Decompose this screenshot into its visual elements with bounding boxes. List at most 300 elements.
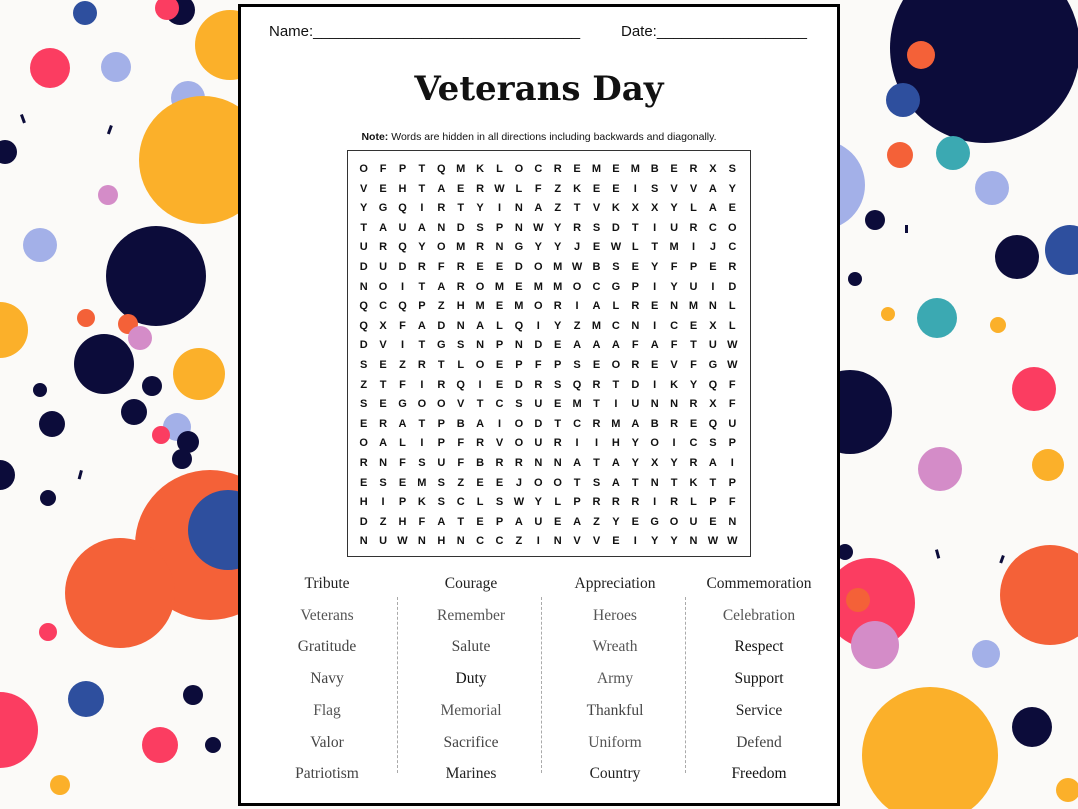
grid-letter: E [398,476,407,489]
grid-letter: M [591,163,602,175]
grid-letter: L [554,496,562,509]
grid-letter: E [592,182,601,195]
grid-letter: P [573,496,581,509]
word-list-item: Flag [313,701,341,719]
grid-letter: A [592,339,601,352]
grid-letter: F [399,378,406,391]
grid-letter: M [456,241,466,254]
grid-letter: L [399,437,406,450]
grid-row [348,395,752,415]
confetti-dot [65,538,175,648]
grid-letter: H [359,496,368,509]
grid-letter: Q [708,417,718,430]
grid-letter: D [359,261,368,273]
grid-letter: F [418,515,426,528]
confetti-dot [918,447,962,491]
grid-letter: X [709,319,717,332]
grid-letter: S [651,182,659,195]
grid-letter: M [417,476,427,489]
grid-letter: P [495,221,504,234]
grid-letter: W [533,221,544,234]
confetti-dot [917,298,957,338]
grid-letter: F [457,437,465,450]
grid-letter: O [534,300,543,313]
grid-letter: O [359,437,368,450]
confetti-dot [172,449,192,469]
grid-letter: Y [534,496,542,509]
word-list-item: Thankful [586,701,644,719]
grid-letter: L [496,163,503,175]
grid-letter: U [534,398,543,411]
instructions-note [241,131,837,143]
grid-letter: D [514,261,523,273]
confetti-dot [1045,225,1078,275]
grid-letter: J [515,476,522,489]
grid-letter: N [359,280,368,293]
word-list-item: Veterans [300,606,354,624]
grid-letter: E [592,359,601,371]
grid-letter: U [379,535,388,548]
grid-letter: F [670,261,678,273]
grid-letter: N [708,300,717,313]
grid-letter: V [457,398,465,411]
grid-letter: R [553,300,562,313]
grid-letter: T [709,476,717,489]
grid-letter: D [514,378,523,391]
confetti-dot [0,140,17,164]
grid-letter: R [359,457,368,469]
grid-row [348,474,752,494]
date-field-label: Date:__________________ [621,23,808,40]
confetti-streak [78,470,83,479]
grid-letter: A [708,182,717,195]
grid-letter: N [359,535,368,548]
grid-letter: E [476,261,484,273]
confetti-streak [999,555,1005,564]
grid-letter: A [611,457,620,469]
grid-letter: E [631,515,639,528]
confetti-dot [98,185,118,205]
grid-letter: M [688,300,699,313]
grid-letter: G [514,241,524,254]
grid-letter: E [554,515,562,528]
grid-letter: S [418,457,426,469]
word-list-item: Defend [736,733,782,751]
grid-letter: S [437,496,445,509]
grid-letter: X [631,202,639,215]
word-list-item: Wreath [592,638,638,656]
grid-letter: M [553,261,563,273]
confetti-dot [0,302,28,358]
grid-letter: F [670,339,678,352]
grid-letter: R [689,163,698,175]
grid-letter: I [575,300,579,313]
grid-letter: A [573,339,582,352]
grid-letter: I [614,398,618,411]
grid-letter: W [513,496,525,509]
grid-letter: E [689,319,698,332]
grid-letter: T [670,476,678,489]
grid-letter: Z [457,476,465,489]
word-list [241,575,837,795]
grid-letter: R [437,378,446,391]
grid-letter: Z [593,515,600,528]
grid-letter: C [495,398,504,411]
grid-letter: F [457,457,465,469]
confetti-dot [39,411,65,437]
grid-letter: N [670,398,679,411]
grid-letter: N [456,319,465,332]
grid-letter: P [689,261,698,273]
grid-letter: O [514,437,524,450]
confetti-streak [935,549,940,558]
grid-letter: I [691,241,696,254]
grid-letter: O [650,437,659,450]
confetti-dot [101,52,131,82]
grid-letter: Y [651,261,659,273]
confetti-dot [183,685,203,705]
grid-letter: E [457,182,465,195]
grid-letter: E [728,202,736,215]
grid-letter: I [497,417,502,430]
grid-letter: W [494,182,505,195]
grid-letter: R [514,457,523,469]
grid-letter: N [495,241,504,254]
word-list-item: Navy [310,670,344,688]
grid-letter: N [631,319,640,332]
grid-letter: I [400,280,405,293]
grid-letter: Y [534,241,542,254]
grid-letter: I [420,437,424,450]
grid-letter: R [670,496,679,509]
grid-letter: A [437,280,446,293]
grid-row [348,199,752,219]
grid-letter: N [553,457,562,469]
grid-letter: T [631,476,639,489]
grid-letter: E [631,261,639,273]
name-field-label: Name:________________________________ [269,23,581,40]
word-list-item: Duty [455,670,487,688]
grid-letter: A [708,202,717,215]
grid-letter: O [553,476,562,489]
confetti-dot [862,687,998,809]
grid-letter: R [456,261,465,273]
grid-letter: M [591,319,602,332]
grid-letter: D [359,339,368,352]
grid-letter: U [534,437,543,450]
grid-letter: I [672,437,676,450]
confetti-dot [39,623,57,641]
grid-letter: I [575,437,579,450]
grid-letter: Y [554,241,562,254]
grid-letter: A [514,515,523,528]
grid-letter: N [553,535,562,548]
grid-letter: R [728,261,737,273]
word-list-item: Service [735,701,783,719]
grid-letter: O [514,163,524,175]
grid-letter: O [475,359,485,371]
grid-letter: S [554,378,562,391]
grid-letter: N [417,535,426,548]
grid-letter: T [612,378,620,391]
grid-letter: A [437,182,446,195]
grid-letter: C [670,319,679,332]
grid-letter: S [612,261,620,273]
grid-letter: X [709,398,717,411]
grid-letter: I [653,280,657,293]
confetti-dot [0,460,15,490]
grid-letter: U [398,221,407,234]
grid-letter: S [360,398,368,411]
grid-letter: L [690,202,697,215]
grid-letter: C [708,221,717,234]
confetti-dot [887,142,913,168]
grid-letter: S [728,163,736,175]
confetti-dot [1056,778,1078,802]
grid-letter: Q [708,378,718,391]
grid-letter: E [612,182,620,195]
grid-letter: T [437,359,445,371]
grid-letter: R [670,417,679,430]
grid-letter: T [631,221,639,234]
grid-letter: Y [670,457,678,469]
grid-letter: T [418,417,426,430]
grid-letter: W [727,535,738,548]
confetti-dot [121,399,147,425]
grid-letter: R [631,300,640,313]
grid-letter: R [495,457,504,469]
grid-letter: K [670,378,679,391]
grid-letter: O [417,398,427,411]
grid-letter: Y [418,241,426,254]
grid-letter: O [437,241,446,254]
grid-letter: E [495,378,504,391]
grid-letter: A [437,515,446,528]
grid-letter: A [631,417,640,430]
confetti-dot [73,1,97,25]
grid-letter: V [495,437,504,450]
grid-letter: R [379,417,388,430]
word-search-grid [347,150,751,557]
grid-letter: S [573,359,581,371]
grid-letter: B [650,417,659,430]
grid-letter: D [611,221,620,234]
grid-letter: T [457,515,465,528]
grid-row [348,356,752,376]
grid-letter: M [494,280,505,293]
grid-letter: P [709,496,717,509]
word-list-item: Army [596,670,634,688]
grid-letter: R [631,496,640,509]
grid-letter: A [611,339,620,352]
grid-letter: T [379,378,387,391]
grid-letter: O [359,163,368,175]
grid-letter: M [456,163,466,175]
grid-letter: T [651,241,659,254]
grid-letter: I [497,202,502,215]
grid-letter: F [728,398,736,411]
word-list-item: Appreciation [574,575,656,592]
grid-letter: T [573,202,581,215]
grid-letter: E [379,398,387,411]
grid-letter: D [728,280,737,293]
grid-letter: W [571,261,583,273]
grid-letter: E [689,417,698,430]
grid-letter: R [476,437,485,450]
word-list-item: Freedom [731,765,787,783]
grid-letter: O [611,359,621,371]
grid-letter: T [457,202,465,215]
grid-letter: N [476,339,485,352]
grid-letter: A [417,221,426,234]
grid-letter: S [360,359,368,371]
grid-letter: F [534,182,542,195]
page-title: Veterans Day [414,69,664,109]
grid-letter: O [669,515,679,528]
grid-letter: H [398,515,407,528]
grid-letter: M [533,280,543,293]
grid-letter: R [476,182,485,195]
grid-letter: Y [689,378,698,391]
grid-letter: N [650,398,659,411]
grid-letter: L [457,359,465,371]
grid-letter: Z [554,202,562,215]
grid-letter: A [592,300,601,313]
grid-letter: Z [515,535,523,548]
word-list-item: Memorial [440,701,502,719]
grid-letter: D [398,261,407,273]
grid-letter: R [689,457,698,469]
word-list-item: Uniform [588,733,642,751]
grid-letter: T [418,339,426,352]
grid-letter: S [437,476,445,489]
grid-letter: L [476,496,484,509]
grid-letter: F [534,359,542,371]
grid-letter: L [728,319,736,332]
grid-letter: L [631,241,639,254]
grid-letter: N [650,476,659,489]
grid-letter: A [379,221,388,234]
grid-letter: W [610,241,622,254]
grid-letter: Q [456,378,465,391]
grid-letter: Z [379,515,387,528]
grid-letter: Q [572,378,582,391]
grid-letter: V [689,182,698,195]
grid-letter: R [631,359,640,371]
grid-letter: I [633,535,637,548]
grid-letter: D [534,417,543,430]
grid-letter: S [476,221,484,234]
confetti-dot [865,210,885,230]
word-list-item: Valor [310,733,344,751]
grid-letter: R [417,359,426,371]
grid-letter: L [690,496,697,509]
grid-letter: I [594,437,599,450]
grid-letter: V [670,182,678,195]
confetti-streak [905,225,908,233]
grid-letter: N [437,221,446,234]
confetti-dot [936,136,970,170]
grid-letter: N [514,202,523,215]
grid-letter: Q [437,163,446,175]
confetti-dot [0,692,38,768]
grid-letter: M [475,300,485,313]
grid-row [348,376,752,396]
grid-row [348,278,752,298]
grid-letter: E [476,515,484,528]
grid-row [348,219,752,239]
grid-letter: E [592,241,601,254]
confetti-dot [40,490,56,506]
grid-letter: E [379,182,387,195]
grid-letter: E [360,476,368,489]
grid-letter: C [456,496,465,509]
grid-letter: I [633,182,637,195]
grid-letter: A [476,417,485,430]
grid-letter: V [573,535,581,548]
confetti-dot [68,681,104,717]
grid-row [348,238,752,258]
grid-letter: O [378,280,388,293]
grid-letter: I [536,319,540,332]
grid-letter: B [456,417,465,430]
grid-letter: C [379,300,388,313]
confetti-dot [881,307,895,321]
grid-letter: N [514,221,523,234]
grid-letter: V [670,359,678,371]
grid-letter: R [553,163,562,175]
grid-letter: V [592,535,601,548]
grid-letter: L [612,300,620,313]
word-list-item: Heroes [593,606,637,624]
grid-letter: C [476,535,485,548]
grid-letter: H [611,437,620,450]
grid-letter: P [554,359,562,371]
grid-letter: P [515,359,523,371]
grid-letter: T [593,457,600,469]
grid-letter: S [515,398,523,411]
grid-letter: E [476,476,484,489]
grid-letter: A [573,515,582,528]
grid-letter: M [611,417,621,430]
word-list-item: Courage [444,575,498,592]
grid-letter: Y [360,202,368,215]
grid-letter: E [651,359,659,371]
grid-letter: Y [554,319,562,332]
grid-letter: K [476,163,485,175]
grid-letter: C [573,417,582,430]
grid-letter: E [612,163,620,175]
grid-letter: T [554,417,562,430]
grid-letter: P [495,339,504,352]
grid-letter: Y [728,182,736,195]
grid-row [348,180,752,200]
grid-letter: U [728,417,737,430]
grid-letter: Y [670,280,678,293]
grid-letter: R [592,378,601,391]
grid-letter: K [417,496,426,509]
confetti-dot [1000,545,1078,645]
grid-letter: Z [399,359,406,371]
grid-letter: X [379,319,387,332]
grid-letter: E [612,535,620,548]
grid-letter: Q [398,202,407,215]
grid-letter: K [611,202,620,215]
grid-letter: I [653,378,657,391]
grid-letter: E [495,300,504,313]
confetti-dot [173,348,225,400]
grid-letter: O [728,221,737,234]
